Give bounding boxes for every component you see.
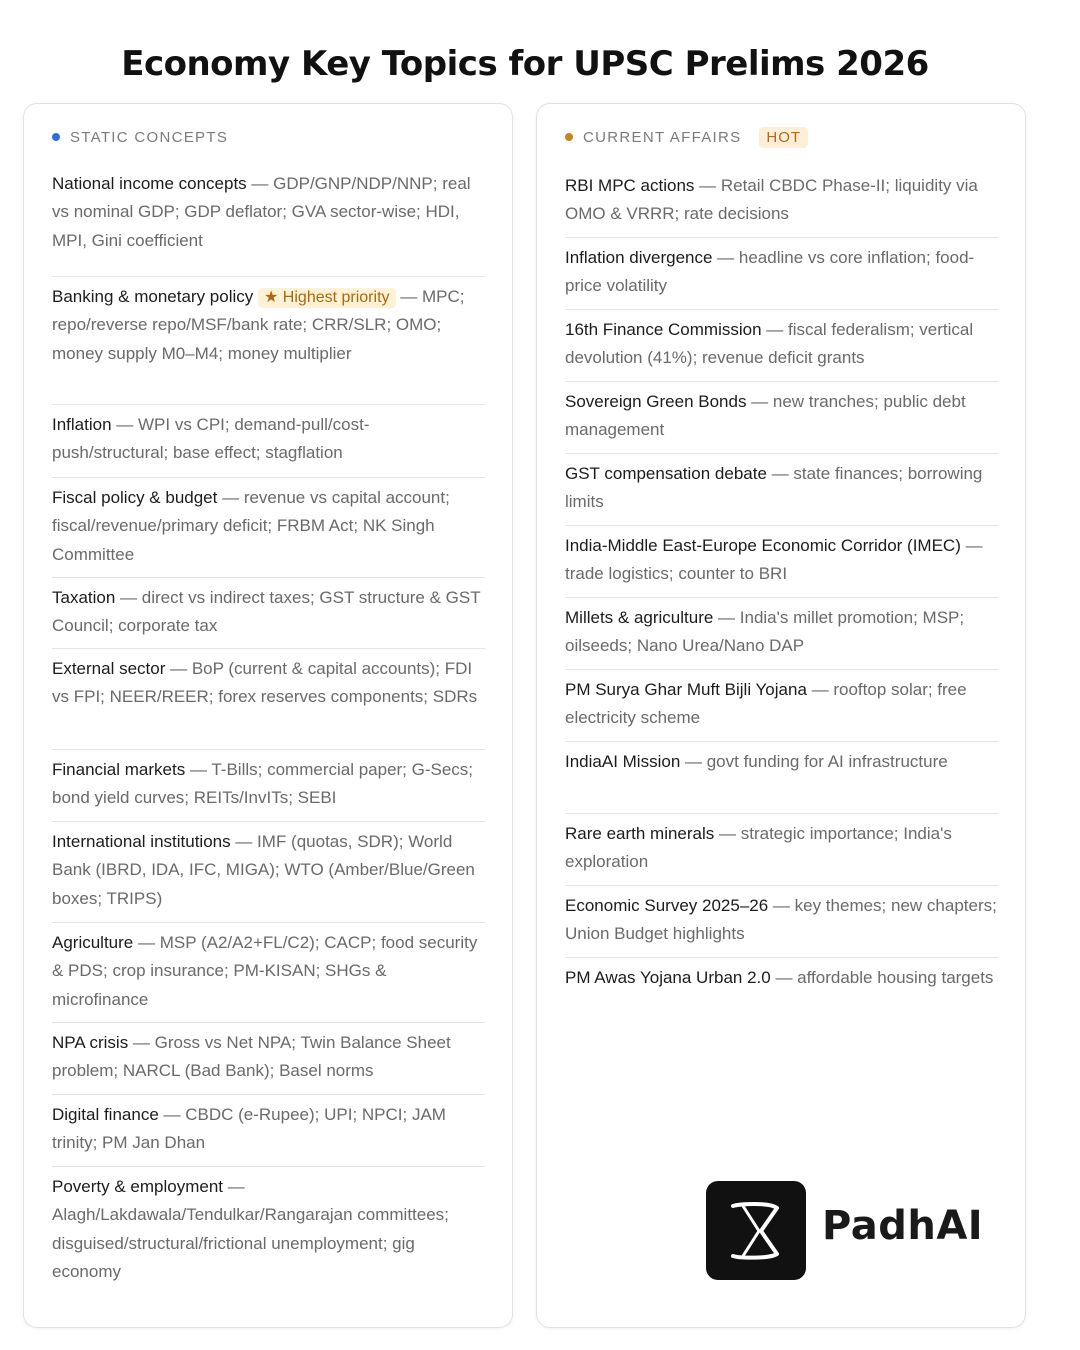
hot-badge: HOT [759,127,808,148]
list-item: Sovereign Green Bonds — new tranches; public debt management [565,382,998,454]
highest-priority-badge: ★ Highest priority [258,288,396,308]
static-concepts-header [52,126,228,148]
static-concepts-card [23,103,513,1328]
sigma-icon [706,1181,806,1280]
list-item: Economic Survey 2025–26 — key themes; new chapters; Union Budget highlights [565,886,998,958]
list-item: Inflation divergence — headline vs core inflation; food-price volatility [565,238,998,310]
list-item: IndiaAI Mission — govt funding for AI infrastructure [565,742,998,814]
list-item: Millets & agriculture — India's millet promotion; MSP; oilseeds; Nano Urea/Nano DAP [565,598,998,670]
list-item: Financial markets — T-Bills; commercial paper; G-Secs; bond yield curves; REITs/InvITs; SEBI [52,750,485,822]
list-item: Rare earth minerals — strategic importance; India's exploration [565,814,998,886]
list-item: Fiscal policy & budget — revenue vs capital account; fiscal/revenue/primary deficit; FRBM Act; NK Singh Committee [52,478,485,578]
static-topic-list [52,164,485,1294]
current-affairs-card [536,103,1026,1328]
list-item: Taxation — direct vs indirect taxes; GST structure & GST Council; corporate tax [52,578,485,649]
list-item: International institutions — IMF (quotas, SDR); World Bank (IBRD, IDA, IFC, MIGA); WTO (Amber/Blue/Green boxes; TRIPS) [52,822,485,923]
list-item: India-Middle East-Europe Economic Corridor (IMEC) — trade logistics; counter to BRI [565,526,998,598]
list-item: PM Surya Ghar Muft Bijli Yojana — rooftop solar; free electricity scheme [565,670,998,742]
static-concepts-heading: STATIC CONCEPTS [70,128,229,146]
brand-name: PadhAI [822,1203,984,1249]
list-item: Inflation — WPI vs CPI; demand-pull/cost-push/structural; base effect; stagflation [52,405,485,478]
page-title: Economy Key Topics for UPSC Prelims 2026 [121,44,929,84]
current-affairs-header [565,126,808,148]
list-item: NPA crisis — Gross vs Net NPA; Twin Balance Sheet problem; NARCL (Bad Bank); Basel norms [52,1023,485,1095]
list-item: Poverty & employment — Alagh/Lakdawala/Tendulkar/Rangarajan committees; disguised/structural/frictional unemployment; gig economy [52,1177,449,1281]
list-item: PM Awas Yojana Urban 2.0 — affordable housing targets [565,968,994,987]
orange-dot-icon [565,133,573,141]
list-item: External sector — BoP (current & capital accounts); FDI vs FPI; NEER/REER; forex reserves components; SDRs [52,649,485,750]
list-item: Agriculture — MSP (A2/A2+FL/C2); CACP; food security & PDS; crop insurance; PM-KISAN; SHGs & microfinance [52,923,485,1023]
current-topic-list [565,166,998,1000]
blue-dot-icon [52,133,60,141]
list-item: RBI MPC actions — Retail CBDC Phase-II; liquidity via OMO & VRRR; rate decisions [565,166,998,238]
list-item: 16th Finance Commission — fiscal federalism; vertical devolution (41%); revenue deficit grants [565,310,998,382]
list-item: Digital finance — CBDC (e-Rupee); UPI; NPCI; JAM trinity; PM Jan Dhan [52,1095,485,1167]
list-item: National income concepts — GDP/GNP/NDP/NNP; real vs nominal GDP; GDP deflator; GVA sector-wise; HDI, MPI, Gini coefficient [52,164,485,277]
list-item: Banking & monetary policy ★ Highest priority — MPC; repo/reverse repo/MSF/bank rate; CRR/SLR; OMO; money supply M0–M4; money multiplier [52,277,485,405]
list-item: GST compensation debate — state finances; borrowing limits [565,454,998,526]
current-affairs-heading: CURRENT AFFAIRS [583,128,742,146]
